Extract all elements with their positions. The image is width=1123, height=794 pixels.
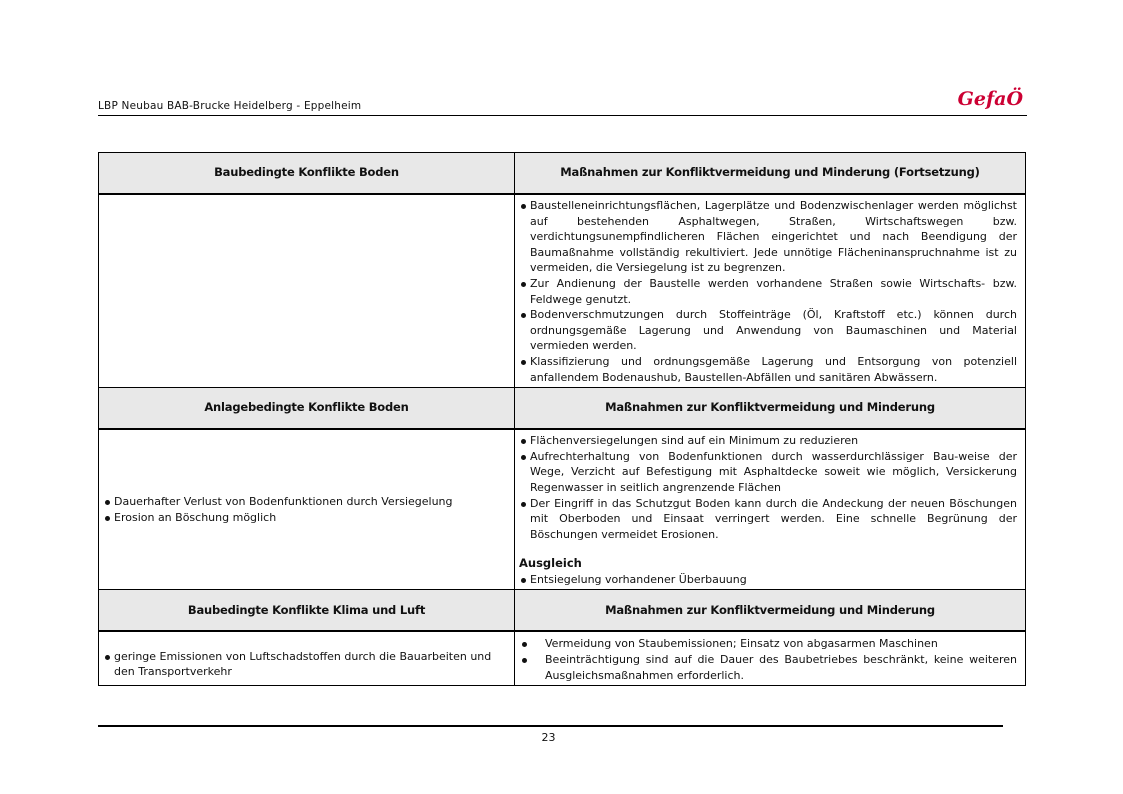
list-item: Klassifizierung und ordnungsgemäße Lagerung und Entsorgung von potenziell anfallendem Bodenaushub, Baustellen-Abfällen und sanitären Abwässern.: [519, 354, 1017, 385]
measures-list: [519, 433, 1017, 542]
list-item: Zur Andienung der Baustelle werden vorhandene Straßen sowie Wirtschafts- bzw. Feldwege genutzt.: [519, 276, 1017, 307]
measures-cell: [515, 194, 1026, 388]
list-item: Vermeidung von Staubemissionen; Einsatz von abgasarmen Maschinen: [519, 636, 1017, 652]
list-item: geringe Emissionen von Luftschadstoffen durch die Bauarbeiten und den Transportverkehr: [103, 649, 506, 680]
conflicts-cell: [99, 194, 515, 388]
column-header-measures: Maßnahmen zur Konfliktvermeidung und Minderung (Fortsetzung): [515, 153, 1026, 195]
conflicts-cell: [99, 631, 515, 685]
document-title: LBP Neubau BAB-Brucke Heidelberg - Eppelheim: [98, 100, 362, 112]
measures-list: [519, 198, 1017, 385]
list-item: Flächenversiegelungen sind auf ein Minimum zu reduzieren: [519, 433, 1017, 449]
measures-cell: [515, 429, 1026, 590]
conflicts-list: [103, 494, 506, 525]
list-item: Aufrechterhaltung von Bodenfunktionen durch wasserdurchlässiger Bau-weise der Wege, Verzicht auf Befestigung mit Asphaltdecke soweit wie möglich, Versickerung Regenwasser in seitlich angrenzende Flächen: [519, 449, 1017, 496]
list-item: Dauerhafter Verlust von Bodenfunktionen durch Versiegelung: [103, 494, 506, 510]
measures-cell: [515, 631, 1026, 685]
table-row: [99, 429, 1026, 590]
compensation-heading: Ausgleich: [519, 556, 582, 571]
footer-divider: [98, 725, 1003, 727]
company-logo: GefaÖ: [957, 88, 1023, 110]
column-header-measures: Maßnahmen zur Konfliktvermeidung und Minderung: [515, 388, 1026, 430]
conflicts-measures-table: [98, 152, 1026, 686]
measures-list: [519, 636, 1017, 683]
page-header: [98, 84, 1027, 116]
table-row: [99, 194, 1026, 388]
table-header-row: [99, 590, 1026, 632]
compensation-list: [519, 572, 1017, 588]
page-number: 23: [541, 731, 556, 744]
column-header-conflicts: Anlagebedingte Konflikte Boden: [99, 388, 515, 430]
column-header-conflicts: Baubedingte Konflikte Boden: [99, 153, 515, 195]
list-item: Beeinträchtigung sind auf die Dauer des Baubetriebes beschränkt, keine weiteren Ausgleichsmaßnahmen erforderlich.: [519, 652, 1017, 683]
table-header-row: [99, 388, 1026, 430]
list-item: Erosion an Böschung möglich: [103, 510, 506, 526]
table-header-row: [99, 153, 1026, 195]
list-item: Entsiegelung vorhandener Überbauung: [519, 572, 1017, 588]
conflicts-list: [103, 649, 506, 680]
conflicts-cell: [99, 429, 515, 590]
list-item: Bodenverschmutzungen durch Stoffeinträge (Öl, Kraftstoff etc.) können durch ordnungsgemäße Lagerung und Anwendung von Baumaschinen und Material vermieden werden.: [519, 307, 1017, 354]
list-item: Baustelleneinrichtungsflächen, Lagerplätze und Bodenzwischenlager werden möglichst auf bestehenden Asphaltwegen, Straßen, Wirtschaftswegen bzw. verdichtungsunempfindlicheren Flächen eingerichtet und nach Beendigung der Baumaßnahme vollständig rekultiviert. Jede unnötige Flächeninanspruchnahme ist zu vermeiden, die Versiegelung ist zu begrenzen.: [519, 198, 1017, 276]
list-item: Der Eingriff in das Schutzgut Boden kann durch die Andeckung der neuen Böschungen mit Oberboden und Einsaat verringert werden. Eine schnelle Begrünung der Böschungen vermeidet Erosionen.: [519, 496, 1017, 543]
column-header-conflicts: Baubedingte Konflikte Klima und Luft: [99, 590, 515, 632]
table-row: [99, 631, 1026, 685]
column-header-measures: Maßnahmen zur Konfliktvermeidung und Minderung: [515, 590, 1026, 632]
